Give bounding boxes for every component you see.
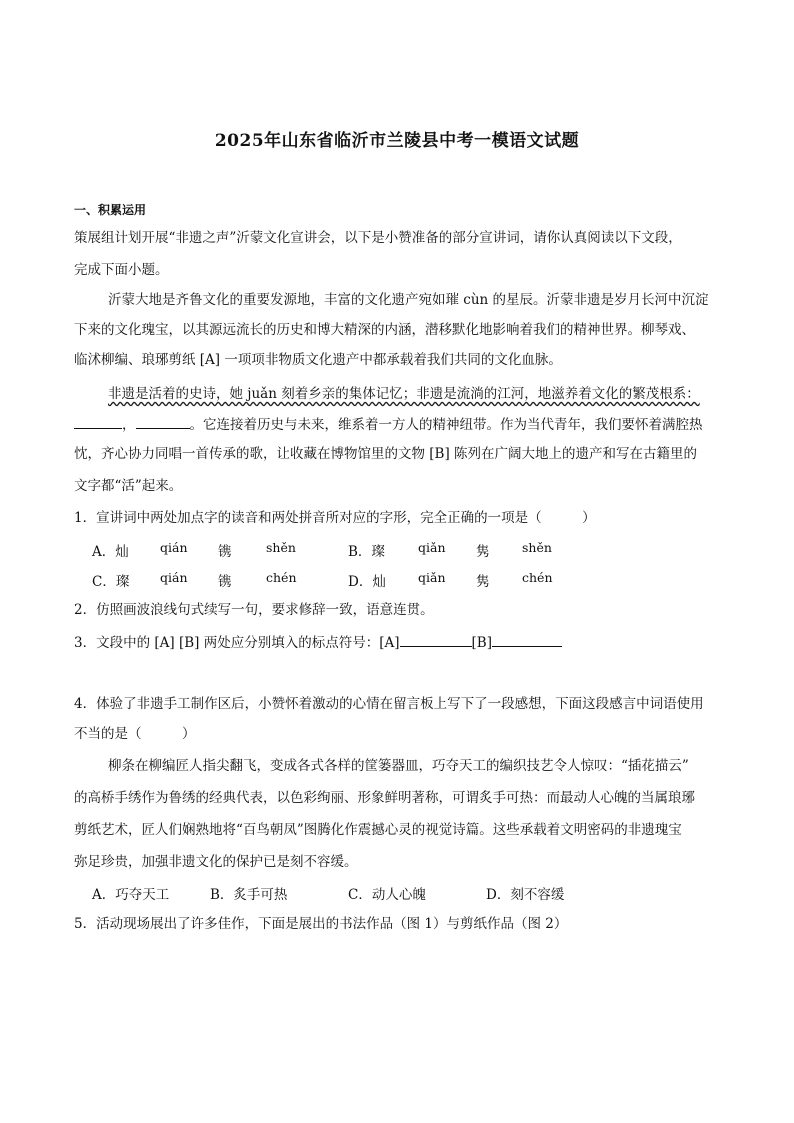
- q1-options-row-1: A．灿 qián 镌 shěn B．璨 qiǎn 隽 shěn: [92, 540, 552, 560]
- q4-passage-line-2: 的高桥手绣作为鲁绣的经典代表，以色彩绚丽、形象鲜明著称，可谓炙手可热：而最动人心魄的当属琅琊: [74, 790, 695, 806]
- option-c[interactable]: C．璨: [92, 574, 130, 590]
- q4-option-c[interactable]: C．动人心魄: [348, 887, 426, 903]
- question-1: 1．宣讲词中两处加点字的读音和两处拼音所对应的字形，完全正确的一项是（ ）: [74, 510, 596, 526]
- blank-b[interactable]: [492, 632, 562, 647]
- intro-line-2: 完成下面小题。: [74, 262, 169, 278]
- question-3: 3．文段中的 [A] [B] 两处应分别填入的标点符号：[A] [B]: [74, 632, 724, 653]
- paragraph-2-line-1: [108, 384, 724, 404]
- paragraph-2-line-2: ， 。它连接着历史与未来，维系着一方人的精神纽带。作为当代青年，我们要怀着满腔热: [74, 414, 724, 435]
- question-4-line-1: 4．体验了非遗手工制作区后，小赞怀着激动的心情在留言板上写下了一段感想，下面这段感言中词语使用: [74, 696, 704, 712]
- q4-passage-line-3: 剪纸艺术，匠人们娴熟地将“百鸟朝凤”图腾化作震撼心灵的视觉诗篇。这些承载着文明密码的非遗瑰宝: [74, 822, 682, 838]
- blank-1[interactable]: [74, 414, 122, 429]
- blank-2[interactable]: [136, 414, 190, 429]
- option-d[interactable]: D．灿: [348, 574, 386, 590]
- paragraph-1-line-2: 下来的文化瑰宝，以其源远流长的历史和博大精深的内涵，潜移默化地影响着我们的精神世界。柳琴戏、: [74, 322, 695, 338]
- intro-line-1: 策展组计划开展“非遗之声”沂蒙文化宣讲会，以下是小赞准备的部分宣讲词，请你认真阅读以下文段，: [74, 230, 682, 246]
- q4-passage-line-4: 弥足珍贵，加强非遗文化的保护已是刻不容缓。: [74, 854, 358, 870]
- q4-options-row: [92, 883, 712, 903]
- paragraph-2-text: 。它连接着历史与未来，维系着一方人的精神纽带。作为当代青年，我们要怀着满腔热: [189, 417, 703, 433]
- paragraph-1-line-3: 临沭柳编、琅琊剪纸 [A] 一项项非物质文化遗产中都承载着我们共同的文化血脉。: [74, 352, 562, 368]
- question-4-line-2: 不当的是（ ）: [74, 726, 196, 742]
- paragraph-1-line-1: 沂蒙大地是齐鲁文化的重要发源地，丰富的文化遗产宛如璀 cùn 的星辰。沂蒙非遗是岁月长河中沉淀: [108, 292, 709, 308]
- option-a[interactable]: A．灿: [92, 544, 129, 560]
- blank-a[interactable]: [400, 632, 472, 647]
- q4-option-b[interactable]: B．炙手可热: [210, 887, 288, 903]
- q1-options-row-2: C．璨 qián 镌 chén D．灿 qiǎn 隽 chén: [92, 570, 553, 590]
- question-2: 2．仿照画波浪线句式续写一句，要求修辞一致，语意连贯。: [74, 602, 434, 618]
- q4-option-a[interactable]: A．巧夺天工: [92, 887, 170, 903]
- question-5: 5．活动现场展出了许多佳作，下面是展出的书法作品（图 1）与剪纸作品（图 2）: [74, 916, 568, 932]
- wavy-underlined-sentence: 非遗是活着的史诗，她 juǎn 刻着乡亲的集体记忆；非遗是流淌的江河，地滋养着文化的繁茂根系：: [108, 386, 700, 402]
- paragraph-2-line-4: 文字都“活”起来。: [74, 478, 183, 494]
- q4-passage-line-1: 柳条在柳编匠人指尖翻飞，变成各式各样的筐篓器皿，巧夺天工的编织技艺令人惊叹：“插花描云”: [108, 758, 689, 774]
- page-title: 2025年山东省临沂市兰陵县中考一模语文试题: [214, 131, 580, 151]
- q4-option-d[interactable]: D．刻不容缓: [486, 887, 565, 903]
- paragraph-2-line-3: 忱，齐心协力同唱一首传承的歌，让收藏在博物馆里的文物 [B] 陈列在广阔大地上的遗产和写在古籍里的: [74, 446, 698, 462]
- option-b[interactable]: B．璨: [348, 544, 385, 560]
- section-heading: 一、积累运用: [74, 203, 147, 217]
